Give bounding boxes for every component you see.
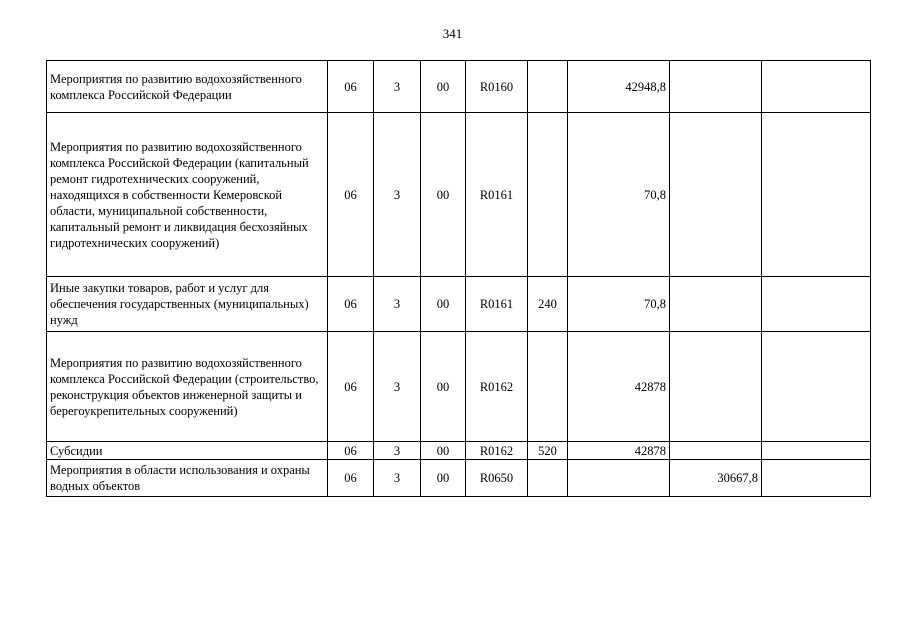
program-code: 00 — [421, 442, 466, 460]
section-code: 06 — [328, 460, 374, 497]
subsection-code: 3 — [374, 61, 421, 113]
subsection-code: 3 — [374, 442, 421, 460]
target-code: R0650 — [466, 460, 528, 497]
target-code: R0160 — [466, 61, 528, 113]
row-name: Мероприятия по развитию водохозяйственного комплекса Российской Федерации (капитальный ремонт гидротехнических сооружений, находящихся в собственности Кемеровской области, муниципальной собственности, капитальный ремонт и ликвидация бесхозяйных гидротехнических сооружений) — [47, 113, 328, 277]
expense-type-code — [528, 332, 568, 442]
program-code: 00 — [421, 460, 466, 497]
row-name: Иные закупки товаров, работ и услуг для обеспечения государственных (муниципальных) нужд — [47, 277, 328, 332]
target-code: R0161 — [466, 277, 528, 332]
amount-3 — [762, 113, 871, 277]
amount-3 — [762, 460, 871, 497]
table-row — [47, 61, 871, 113]
amount-3 — [762, 277, 871, 332]
section-code: 06 — [328, 113, 374, 277]
row-name: Мероприятия по развитию водохозяйственного комплекса Российской Федерации — [47, 61, 328, 113]
target-code: R0162 — [466, 442, 528, 460]
expense-type-code: 520 — [528, 442, 568, 460]
program-code: 00 — [421, 332, 466, 442]
expense-type-code: 240 — [528, 277, 568, 332]
amount-3 — [762, 61, 871, 113]
amount-2 — [670, 277, 762, 332]
amount-2 — [670, 332, 762, 442]
page-number: 341 — [442, 26, 463, 41]
row-name: Субсидии — [47, 442, 328, 460]
program-code: 00 — [421, 277, 466, 332]
table-row — [47, 277, 871, 332]
subsection-code: 3 — [374, 460, 421, 497]
program-code: 00 — [421, 113, 466, 277]
amount-2: 30667,8 — [670, 460, 762, 497]
program-code: 00 — [421, 61, 466, 113]
expense-type-code — [528, 113, 568, 277]
table-row — [47, 460, 871, 497]
table-row — [47, 442, 871, 460]
amount-1: 42878 — [568, 442, 670, 460]
section-code: 06 — [328, 277, 374, 332]
amount-2 — [670, 442, 762, 460]
amount-1: 70,8 — [568, 113, 670, 277]
table-row — [47, 332, 871, 442]
target-code: R0162 — [466, 332, 528, 442]
budget-table — [46, 60, 871, 497]
amount-3 — [762, 332, 871, 442]
target-code: R0161 — [466, 113, 528, 277]
amount-1: 42878 — [568, 332, 670, 442]
subsection-code: 3 — [374, 113, 421, 277]
row-name: Мероприятия в области использования и охраны водных объектов — [47, 460, 328, 497]
amount-2 — [670, 113, 762, 277]
expense-type-code — [528, 460, 568, 497]
subsection-code: 3 — [374, 277, 421, 332]
row-name: Мероприятия по развитию водохозяйственного комплекса Российской Федерации (строительство, реконструкция объектов инженерной защиты и берегоукрепительных сооружений) — [47, 332, 328, 442]
section-code: 06 — [328, 332, 374, 442]
section-code: 06 — [328, 442, 374, 460]
amount-3 — [762, 442, 871, 460]
section-code: 06 — [328, 61, 374, 113]
amount-1: 42948,8 — [568, 61, 670, 113]
amount-1: 70,8 — [568, 277, 670, 332]
subsection-code: 3 — [374, 332, 421, 442]
amount-1 — [568, 460, 670, 497]
expense-type-code — [528, 61, 568, 113]
table-row — [47, 113, 871, 277]
amount-2 — [670, 61, 762, 113]
